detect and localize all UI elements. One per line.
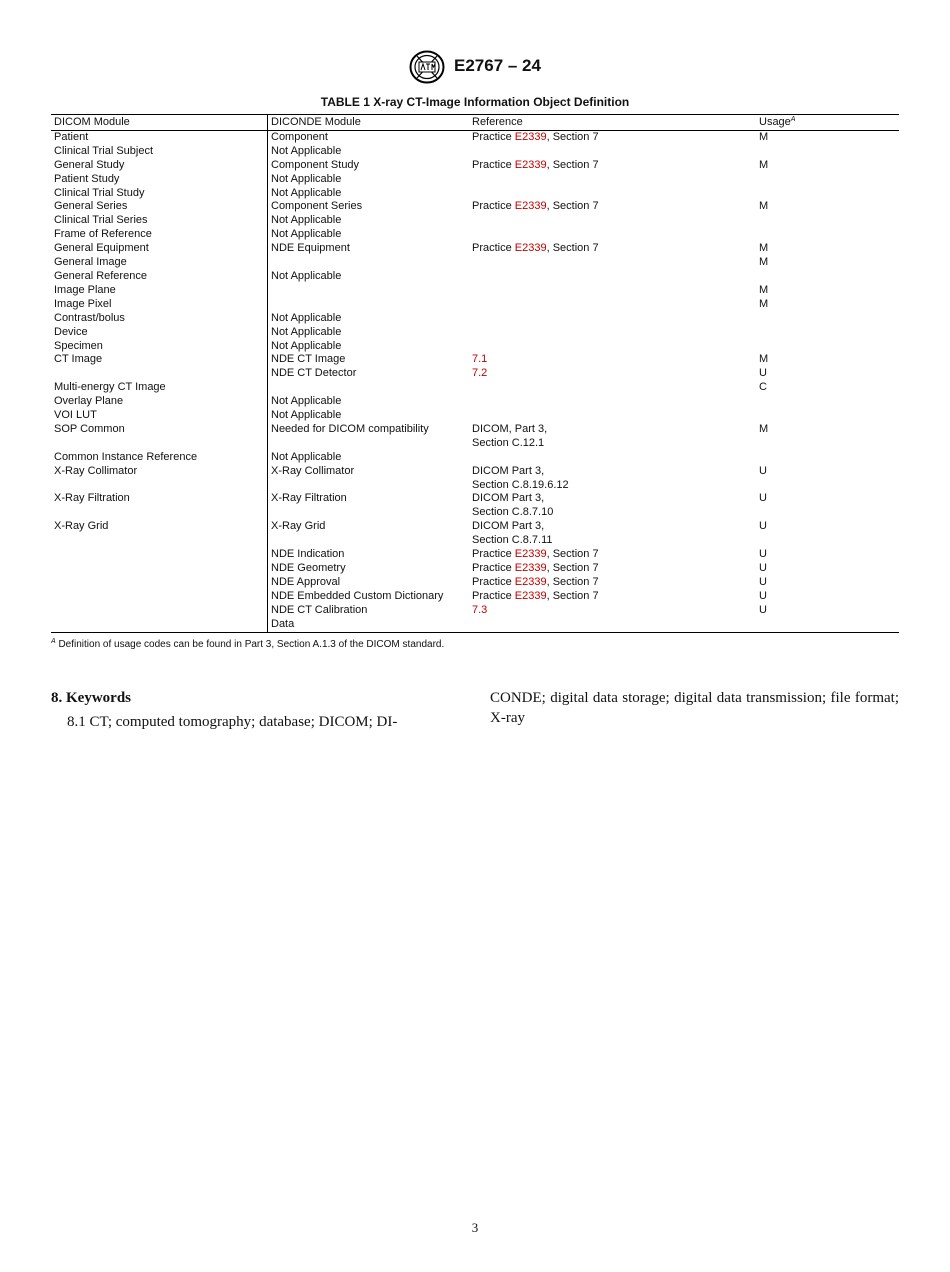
cell-reference xyxy=(469,618,756,632)
keywords-paragraph-continued: CONDE; digital data storage; digital data transmission; file format; X-ray xyxy=(490,690,899,726)
cell-usage xyxy=(756,270,899,284)
cell-usage xyxy=(756,173,899,187)
cell-diconde-module: Not Applicable xyxy=(271,311,342,324)
table-row xyxy=(51,395,899,409)
cell-dicom-module: General Reference xyxy=(51,270,268,284)
table-row xyxy=(51,548,899,562)
cell-usage: U xyxy=(759,492,767,505)
reference-text: Practice xyxy=(472,548,515,561)
usage-footnote-mark: A xyxy=(790,116,796,123)
cell-reference xyxy=(469,340,756,354)
reference-text: Section C.8.7.10 xyxy=(472,506,554,519)
reference-link[interactable]: E2339 xyxy=(514,548,547,561)
cell-usage: U xyxy=(759,562,767,574)
cell-diconde-module: Not Applicable xyxy=(271,450,342,463)
cell-dicom-module: Specimen xyxy=(51,340,268,354)
cell-dicom-module: Overlay Plane xyxy=(51,395,268,409)
reference-text-suffix: , Section 7 xyxy=(546,200,599,213)
cell-usage: M xyxy=(759,130,769,143)
table-row xyxy=(51,159,899,173)
reference-text-suffix: , Section 7 xyxy=(546,562,599,574)
cell-diconde-module xyxy=(268,506,470,520)
cell-diconde-module xyxy=(268,437,470,451)
cell-dicom-module: Contrast/bolus xyxy=(51,312,268,326)
reference-text: Practice xyxy=(472,158,515,171)
reference-text: Practice xyxy=(472,130,515,143)
cell-reference xyxy=(469,298,756,312)
cell-dicom-module: Clinical Trial Series xyxy=(51,214,268,228)
cell-dicom-module: CT Image xyxy=(51,353,268,367)
page-header xyxy=(0,50,950,86)
cell-diconde-module: Not Applicable xyxy=(271,186,342,199)
table-row xyxy=(51,409,899,423)
cell-reference xyxy=(469,312,756,326)
cell-usage xyxy=(756,534,899,548)
cell-diconde-module: NDE Approval xyxy=(271,575,341,588)
cell-reference xyxy=(469,270,756,284)
reference-text: Section C.8.19.6.12 xyxy=(472,478,569,491)
cell-dicom-module: General Image xyxy=(51,256,268,270)
cell-diconde-module xyxy=(268,479,470,493)
cell-reference xyxy=(469,326,756,340)
cell-usage xyxy=(756,451,899,465)
table-row xyxy=(51,340,899,354)
cell-dicom-module: Device xyxy=(51,326,268,340)
cell-diconde-module: Not Applicable xyxy=(271,269,342,282)
cell-diconde-module: Component Series xyxy=(271,200,363,213)
table-row xyxy=(51,353,899,367)
table-row xyxy=(51,590,899,604)
cell-dicom-module: Patient Study xyxy=(51,173,268,187)
reference-text-suffix: , Section 7 xyxy=(546,548,599,561)
table-row xyxy=(51,423,899,437)
table-row xyxy=(51,228,899,242)
astm-logo xyxy=(409,50,445,84)
table-footnote xyxy=(51,639,444,650)
cell-diconde-module: NDE Equipment xyxy=(271,242,350,255)
document-id: E2767 – 24 xyxy=(454,56,541,75)
cell-dicom-module xyxy=(51,562,268,576)
cell-dicom-module: X-Ray Collimator xyxy=(51,465,268,479)
cell-dicom-module xyxy=(51,506,268,520)
table-row xyxy=(51,506,899,520)
column-header-reference: Reference xyxy=(469,115,756,131)
cell-dicom-module xyxy=(51,548,268,562)
cell-reference xyxy=(469,437,756,451)
cell-diconde-module: Not Applicable xyxy=(271,172,342,185)
cell-usage: M xyxy=(759,242,769,255)
table-row xyxy=(51,576,899,590)
cell-dicom-module xyxy=(51,367,268,381)
cell-dicom-module: SOP Common xyxy=(51,423,268,437)
cell-reference xyxy=(469,534,756,548)
cell-usage: U xyxy=(759,548,767,561)
table-header-row xyxy=(51,115,899,131)
table-row xyxy=(51,479,899,493)
cell-diconde-module: X-Ray Collimator xyxy=(271,464,355,477)
cell-dicom-module xyxy=(51,437,268,451)
cell-dicom-module: Multi-energy CT Image xyxy=(51,381,268,395)
cell-usage xyxy=(756,618,899,632)
cell-diconde-module xyxy=(268,284,470,298)
table-container xyxy=(51,114,899,633)
table-row xyxy=(51,214,899,228)
cell-reference xyxy=(469,576,756,590)
table-row xyxy=(51,492,899,506)
cell-reference xyxy=(469,409,756,423)
reference-link[interactable]: 7.2 xyxy=(472,367,488,380)
cell-dicom-module xyxy=(51,479,268,493)
cell-diconde-module: X-Ray Filtration xyxy=(271,492,347,505)
table-row xyxy=(51,284,899,298)
cell-reference xyxy=(469,520,756,534)
cell-diconde-module xyxy=(268,381,470,395)
reference-link[interactable]: 7.1 xyxy=(472,353,488,366)
reference-text: Practice xyxy=(472,242,515,255)
table-row xyxy=(51,520,899,534)
reference-link[interactable]: E2339 xyxy=(514,562,547,574)
reference-text-suffix: , Section 7 xyxy=(546,130,599,143)
cell-usage xyxy=(756,395,899,409)
reference-link[interactable]: E2339 xyxy=(514,158,547,171)
cell-reference xyxy=(469,590,756,604)
table-row xyxy=(51,534,899,548)
reference-text-suffix: , Section 7 xyxy=(546,242,599,255)
table-title: TABLE 1 X-ray CT-Image Information Object Definition xyxy=(320,95,630,109)
keywords-section-right xyxy=(490,688,899,728)
cell-reference xyxy=(469,381,756,395)
cell-reference xyxy=(469,130,756,144)
cell-diconde-module: Not Applicable xyxy=(271,395,342,408)
cell-diconde-module: Not Applicable xyxy=(271,409,342,422)
cell-dicom-module: General Study xyxy=(51,159,268,173)
cell-diconde-module xyxy=(268,256,470,270)
cell-dicom-module xyxy=(51,590,268,604)
cell-usage: M xyxy=(759,158,769,171)
cell-dicom-module xyxy=(51,618,268,632)
table-row xyxy=(51,298,899,312)
reference-link[interactable]: E2339 xyxy=(514,242,547,255)
reference-text: Practice xyxy=(472,575,515,588)
cell-usage xyxy=(756,187,899,201)
reference-link[interactable]: 7.3 xyxy=(472,603,488,616)
reference-text: DICOM Part 3, xyxy=(472,464,545,477)
reference-text: Practice xyxy=(472,589,515,602)
reference-text: Practice xyxy=(472,200,515,213)
cell-dicom-module: Common Instance Reference xyxy=(51,451,268,465)
table-row xyxy=(51,562,899,576)
cell-diconde-module: Needed for DICOM compatibility xyxy=(271,422,429,435)
cell-reference xyxy=(469,353,756,367)
cell-dicom-module: Clinical Trial Subject xyxy=(51,145,268,159)
reference-link[interactable]: E2339 xyxy=(514,589,547,602)
reference-text-suffix: , Section 7 xyxy=(546,575,599,588)
cell-diconde-module: Not Applicable xyxy=(271,144,342,157)
cell-dicom-module xyxy=(51,576,268,590)
table-row xyxy=(51,381,899,395)
cell-usage xyxy=(756,145,899,159)
table-row xyxy=(51,145,899,159)
cell-reference xyxy=(469,256,756,270)
cell-usage: M xyxy=(759,200,769,213)
reference-text: Section C.8.7.11 xyxy=(472,534,553,547)
cell-diconde-module: NDE CT Image xyxy=(271,353,346,366)
table-row xyxy=(51,270,899,284)
reference-text: Section C.12.1 xyxy=(472,436,545,449)
cell-reference xyxy=(469,492,756,506)
cell-reference xyxy=(469,284,756,298)
cell-diconde-module: NDE Geometry xyxy=(271,562,346,574)
table-body xyxy=(51,130,899,632)
cell-usage: U xyxy=(759,367,767,380)
table-row xyxy=(51,256,899,270)
table-row xyxy=(51,242,899,256)
table-row xyxy=(51,312,899,326)
reference-text: DICOM Part 3, xyxy=(472,492,545,505)
cell-reference xyxy=(469,187,756,201)
table-row xyxy=(51,451,899,465)
cell-dicom-module: Image Plane xyxy=(51,284,268,298)
cell-dicom-module: Image Pixel xyxy=(51,298,268,312)
cell-usage: U xyxy=(759,520,767,533)
cell-dicom-module: Patient xyxy=(51,130,268,144)
cell-reference xyxy=(469,465,756,479)
table-row xyxy=(51,187,899,201)
cell-diconde-module xyxy=(268,534,470,548)
cell-usage xyxy=(756,437,899,451)
cell-reference xyxy=(469,451,756,465)
reference-link[interactable]: E2339 xyxy=(514,575,547,588)
cell-dicom-module: VOI LUT xyxy=(51,409,268,423)
cell-reference xyxy=(469,214,756,228)
footnote-mark: A xyxy=(51,638,56,645)
table-row xyxy=(51,465,899,479)
cell-diconde-module: NDE CT Detector xyxy=(271,367,357,380)
cell-reference xyxy=(469,145,756,159)
cell-diconde-module: Not Applicable xyxy=(271,339,342,352)
cell-diconde-module: Data xyxy=(268,618,470,632)
cell-usage xyxy=(756,479,899,493)
cell-reference xyxy=(469,604,756,618)
reference-text: DICOM, Part 3, xyxy=(472,422,548,435)
reference-text: DICOM Part 3, xyxy=(472,520,545,533)
section-heading: 8. Keywords xyxy=(51,690,131,706)
column-header-diconde: DICONDE Module xyxy=(268,115,470,131)
cell-usage: U xyxy=(759,589,767,602)
cell-usage: M xyxy=(759,256,769,269)
cell-usage: M xyxy=(759,283,769,296)
cell-diconde-module: Not Applicable xyxy=(271,228,342,241)
table-row xyxy=(51,437,899,451)
cell-usage: M xyxy=(759,297,769,310)
cell-reference xyxy=(469,479,756,493)
cell-diconde-module: Component Study xyxy=(271,158,360,171)
table-row xyxy=(51,326,899,340)
cell-usage xyxy=(756,340,899,354)
cell-dicom-module xyxy=(51,534,268,548)
cell-dicom-module: Frame of Reference xyxy=(51,228,268,242)
cell-usage: M xyxy=(759,353,769,366)
cell-diconde-module: NDE Indication xyxy=(271,548,345,561)
cell-diconde-module: Component xyxy=(271,130,328,143)
keywords-section-left xyxy=(51,688,435,732)
cell-dicom-module: X-Ray Grid xyxy=(51,520,268,534)
reference-link[interactable]: E2339 xyxy=(514,130,547,143)
cell-usage: U xyxy=(759,603,767,616)
cell-reference xyxy=(469,200,756,214)
cell-reference xyxy=(469,173,756,187)
cell-usage: M xyxy=(759,422,769,435)
table-row xyxy=(51,367,899,381)
cell-reference xyxy=(469,506,756,520)
cell-usage xyxy=(756,326,899,340)
cell-usage xyxy=(756,312,899,326)
cell-dicom-module: Clinical Trial Study xyxy=(51,187,268,201)
footnote-text: Definition of usage codes can be found in Part 3, Section A.1.3 of the DICOM standard. xyxy=(55,639,445,650)
page-number: 3 xyxy=(471,1220,479,1235)
cell-diconde-module: NDE Embedded Custom Dictionary xyxy=(271,589,444,602)
cell-reference xyxy=(469,548,756,562)
cell-usage xyxy=(756,506,899,520)
cell-dicom-module: General Series xyxy=(51,200,268,214)
cell-diconde-module: NDE CT Calibration xyxy=(271,603,368,616)
cell-usage: U xyxy=(759,464,767,477)
cell-diconde-module: Not Applicable xyxy=(271,325,342,338)
column-header-usage: Usage$^A$ xyxy=(756,115,899,131)
cell-dicom-module: X-Ray Filtration xyxy=(51,492,268,506)
cell-diconde-module: X-Ray Grid xyxy=(271,520,326,533)
cell-usage: C xyxy=(759,381,767,394)
cell-dicom-module: General Equipment xyxy=(51,242,268,256)
table-row xyxy=(51,130,899,144)
cell-reference xyxy=(469,159,756,173)
cell-diconde-module xyxy=(268,298,470,312)
cell-reference xyxy=(469,367,756,381)
cell-dicom-module xyxy=(51,604,268,618)
column-header-dicom: DICOM Module xyxy=(51,115,268,131)
reference-text-suffix: , Section 7 xyxy=(546,158,599,171)
cell-reference xyxy=(469,395,756,409)
reference-link[interactable]: E2339 xyxy=(514,200,547,213)
reference-text: Practice xyxy=(472,562,515,574)
reference-text-suffix: , Section 7 xyxy=(546,589,599,602)
keywords-paragraph-start: 8.1 CT; computed tomography; database; DICOM; DI- xyxy=(67,714,398,730)
cell-usage: U xyxy=(759,575,767,588)
cell-reference xyxy=(469,423,756,437)
cell-reference xyxy=(469,562,756,576)
cell-usage xyxy=(756,409,899,423)
cell-diconde-module: Not Applicable xyxy=(271,214,342,227)
cell-reference xyxy=(469,242,756,256)
cell-reference xyxy=(469,228,756,242)
cell-usage xyxy=(756,214,899,228)
iod-table xyxy=(51,114,899,633)
table-row xyxy=(51,604,899,618)
table-row xyxy=(51,173,899,187)
table-row xyxy=(51,618,899,632)
table-row xyxy=(51,200,899,214)
cell-usage xyxy=(756,228,899,242)
